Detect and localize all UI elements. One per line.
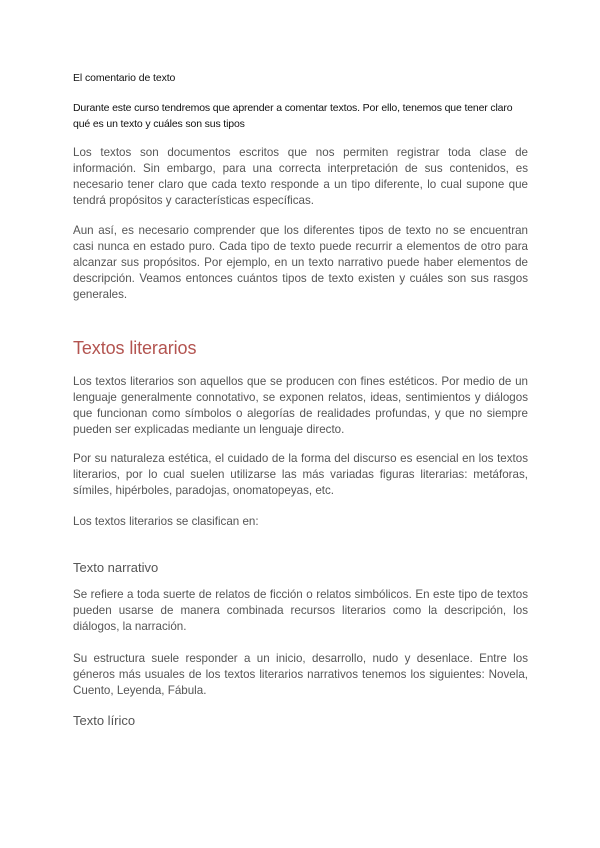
paragraph-definition: Los textos son documentos escritos que nos permiten registrar toda clase de información. Sin embargo, para una correcta interpretación de sus contenidos, es necesario tener claro que cada texto responde a un tipo diferente, lo cual supone que tendrá propósitos y características específicas. bbox=[73, 146, 528, 207]
subsection-heading-narrative: Texto narrativo bbox=[73, 560, 159, 575]
paragraph-narrative-definition: Se refiere a toda suerte de relatos de ficción o relatos simbólicos. En este tipo de textos pueden usarse de manera combinada recursos literarios como la descripción, los diálogos, la narración. bbox=[73, 588, 528, 633]
intro-paragraph: Durante este curso tendremos que aprender a comentar textos. Por ello, tenemos que tener claro qué es un texto y cuáles son sus tipos bbox=[73, 102, 513, 130]
paragraph-narrative-structure: Su estructura suele responder a un inicio, desarrollo, nudo y desenlace. Entre los géneros más usuales de los textos literarios narrativos tenemos los siguientes: Novela, Cuento, Leyenda, Fábula. bbox=[73, 652, 528, 697]
subsection-heading-lyric: Texto lírico bbox=[73, 713, 136, 728]
paragraph-literary-classification: Los textos literarios se clasifican en: bbox=[73, 515, 259, 528]
paragraph-literary-aesthetic: Por su naturaleza estética, el cuidado de la forma del discurso es esencial en los textos literarios, por lo cual suelen utilizarse las más variadas figuras literarias: metáforas, símiles, hipérboles, paradojas, onomatopeyas, etc. bbox=[73, 452, 528, 497]
paragraph-mixing: Aun así, es necesario comprender que los diferentes tipos de texto no se encuentran casi nunca en estado puro. Cada tipo de texto puede recurrir a elementos de otro para alcanzar sus propósitos. Por ejemplo, en un texto narrativo puede haber elementos de descripción. Veamos entonces cuántos tipos de texto existen y cuáles son sus rasgos generales. bbox=[73, 224, 528, 301]
section-heading-literary: Textos literarios bbox=[73, 338, 197, 358]
document-title: El comentario de texto bbox=[73, 72, 176, 84]
paragraph-literary-definition: Los textos literarios son aquellos que se producen con fines estéticos. Por medio de un lenguaje generalmente connotativo, se exponen relatos, ideas, sentimientos y diálogos que funcionan como símbolos o alegorías de realidades profundas, y que no siempre pueden ser explicadas mediante un lenguaje directo. bbox=[73, 375, 528, 436]
